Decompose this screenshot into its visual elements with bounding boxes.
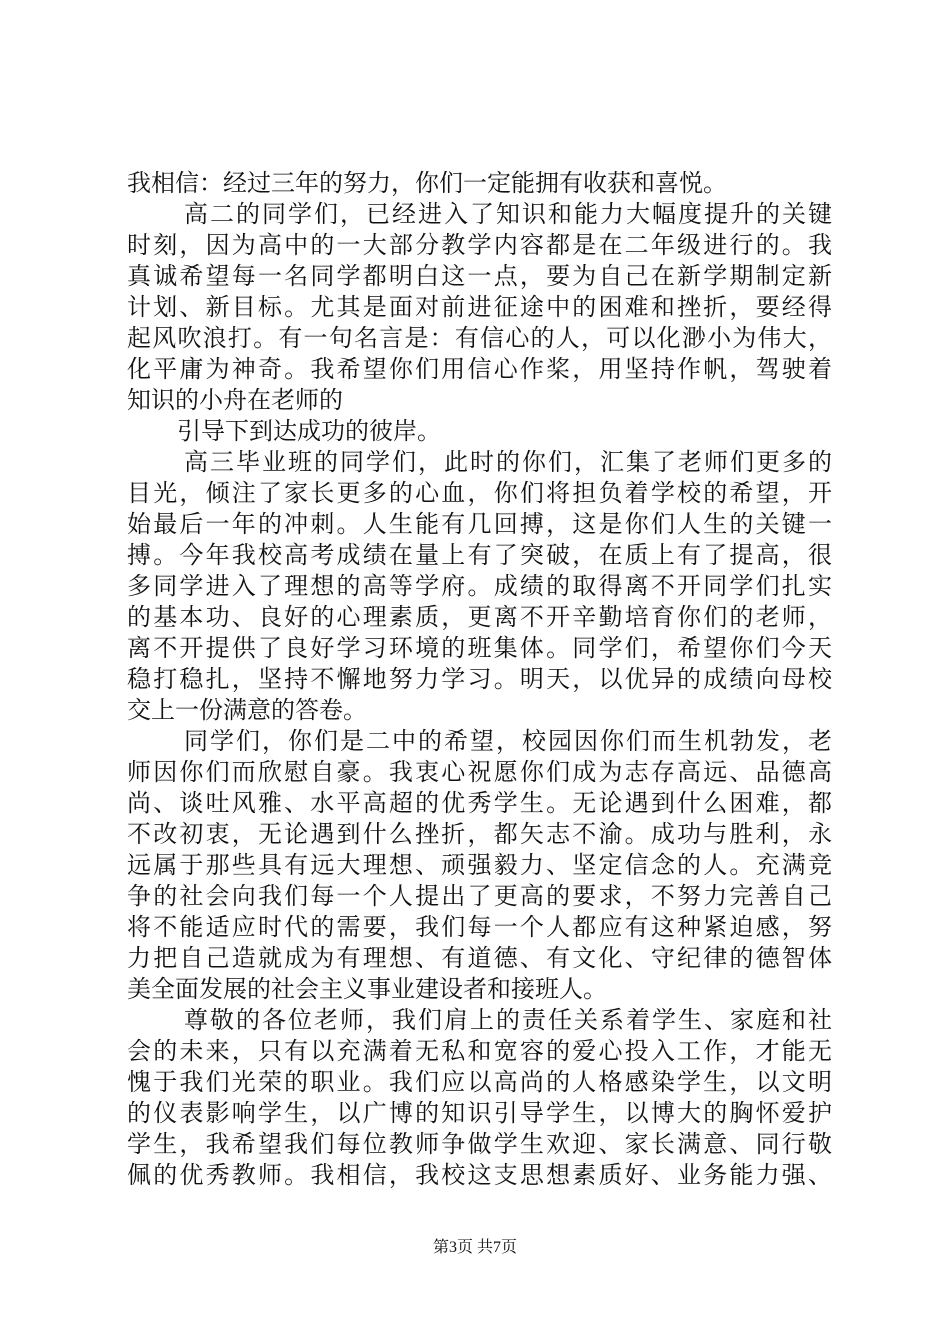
text-line: 会的未来，只有以充满着无私和宽容的爱心投入工作，才能无 [127, 1037, 832, 1065]
text-line: 远属于那些具有远大理想、顽强毅力、坚定信念的人。充满竞 [127, 851, 832, 879]
text-line: 知识的小舟在老师的 [127, 386, 343, 414]
paragraph-start-line: 尊敬的各位老师，我们肩上的责任关系着学生、家庭和社 [184, 1006, 832, 1034]
text-line: 将不能适应时代的需要，我们每一个人都应有这种紧迫感，努 [127, 913, 832, 941]
paragraph-start-line: 同学们，你们是二中的希望，校园因你们而生机勃发，老 [184, 727, 832, 755]
text-line: 化平庸为神奇。我希望你们用信心作桨，用坚持作帆，驾驶着 [127, 355, 832, 383]
text-line: 离不开提供了良好学习环境的班集体。同学们，希望你们今天 [127, 634, 832, 662]
text-line: 始最后一年的冲刺。人生能有几回搏，这是你们人生的关键一 [127, 510, 832, 538]
text-line: 稳打稳扎，坚持不懈地努力学习。明天，以优异的成绩向母校 [127, 665, 832, 693]
paragraph-start-line: 高二的同学们，已经进入了知识和能力大幅度提升的关键 [184, 200, 832, 228]
text-line: 的基本功、良好的心理素质，更离不开辛勤培育你们的老师， [127, 603, 832, 631]
text-line: 搏。今年我校高考成绩在量上有了突破，在质上有了提高，很 [127, 541, 832, 569]
paragraph-start-line: 高三毕业班的同学们，此时的你们，汇集了老师们更多的 [184, 448, 832, 476]
page-footer [0, 1238, 950, 1258]
text-line: 交上一份满意的答卷。 [127, 696, 367, 724]
document-body [127, 168, 832, 1191]
text-line: 学生，我希望我们每位教师争做学生欢迎、家长满意、同行敬 [127, 1130, 832, 1158]
text-line: 多同学进入了理想的高等学府。成绩的取得离不开同学们扎实 [127, 572, 832, 600]
paragraph-start-line: 引导下到达成功的彼岸。 [177, 417, 441, 445]
text-line: 计划、新目标。尤其是面对前进征途中的困难和挫折，要经得 [127, 293, 832, 321]
text-line: 愧于我们光荣的职业。我们应以高尚的人格感染学生，以文明 [127, 1068, 832, 1096]
text-line: 时刻，因为高中的一大部分教学内容都是在二年级进行的。我 [127, 231, 832, 259]
text-line: 力把自己造就成为有理想、有道德、有文化、守纪律的德智体 [127, 944, 832, 972]
text-line: 的仪表影响学生，以广博的知识引导学生，以博大的胸怀爱护 [127, 1099, 832, 1127]
text-line: 佩的优秀教师。我相信，我校这支思想素质好、业务能力强、 [127, 1161, 832, 1189]
page-number: 第3页 共7页 [432, 1239, 517, 1256]
text-line: 目光，倾注了家长更多的心血，你们将担负着学校的希望，开 [127, 479, 832, 507]
text-line: 不改初衷，无论遇到什么挫折，都矢志不渝。成功与胜利，永 [127, 820, 832, 848]
text-line: 我相信：经过三年的努力，你们一定能拥有收获和喜悦。 [127, 169, 727, 197]
text-line: 争的社会向我们每一个人提出了更高的要求，不努力完善自己 [127, 882, 832, 910]
text-line: 师因你们而欣慰自豪。我衷心祝愿你们成为志存高远、品德高 [127, 758, 832, 786]
text-line: 美全面发展的社会主义事业建设者和接班人。 [127, 975, 607, 1003]
text-line: 起风吹浪打。有一句名言是：有信心的人，可以化渺小为伟大， [127, 324, 832, 352]
text-line: 尚、谈吐风雅、水平高超的优秀学生。无论遇到什么困难，都 [127, 789, 832, 817]
text-line: 真诚希望每一名同学都明白这一点，要为自己在新学期制定新 [127, 262, 832, 290]
